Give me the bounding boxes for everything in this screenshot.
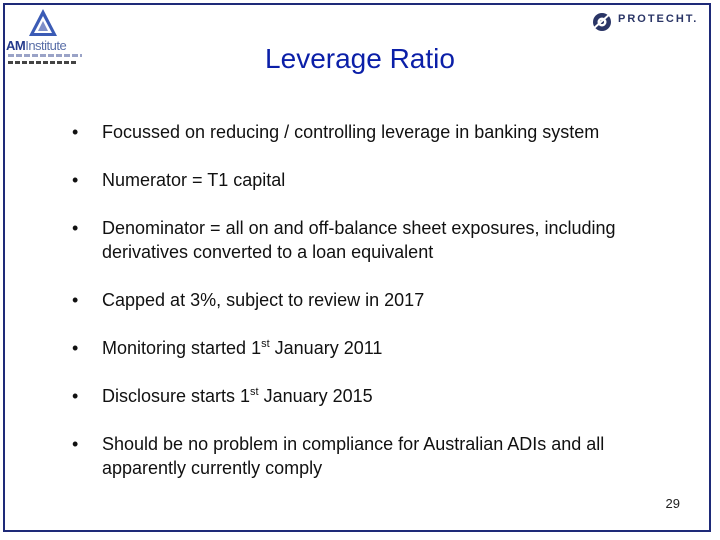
bullet-text: Numerator = T1 capital [102, 170, 286, 190]
bullet-text: Disclosure starts 1st January 2015 [102, 386, 373, 406]
slide-title: Leverage Ratio [265, 43, 455, 74]
bullet-item [72, 384, 692, 408]
bullet-text: Monitoring started 1st January 2011 [102, 338, 383, 358]
bullet-marker: • [72, 122, 79, 142]
bullet-text: Focussed on reducing / controlling leverage in banking system [102, 122, 600, 142]
bullet-marker: • [72, 218, 79, 238]
bullet-list [72, 120, 692, 504]
bullet-marker: • [72, 170, 79, 190]
bullet-marker: • [72, 434, 79, 454]
bullet-marker: • [72, 338, 79, 358]
bullet-item [72, 168, 692, 192]
protecht-wordmark: PROTECHT. [618, 13, 699, 25]
bullet-marker: • [72, 386, 79, 406]
am-institute-wordmark: AMInstitute [6, 38, 67, 53]
bullet-item [72, 336, 692, 360]
bullet-item [72, 120, 692, 144]
page-number: 29 [665, 496, 680, 511]
bullet-text: Should be no problem in compliance for Australian ADIs and all apparently currently comply [102, 434, 605, 478]
bullet-item [72, 216, 692, 264]
triangle-logo-mark [28, 8, 58, 38]
bullet-item [72, 432, 692, 480]
bullet-item [72, 288, 692, 312]
protecht-logo-mark [590, 8, 616, 34]
bullet-text: Capped at 3%, subject to review in 2017 [102, 290, 425, 310]
bullet-text: Denominator = all on and off-balance sheet exposures, including derivatives converted to a loan equivalent [102, 218, 616, 262]
bullet-marker: • [72, 290, 79, 310]
protecht-logo-icon [590, 8, 708, 34]
